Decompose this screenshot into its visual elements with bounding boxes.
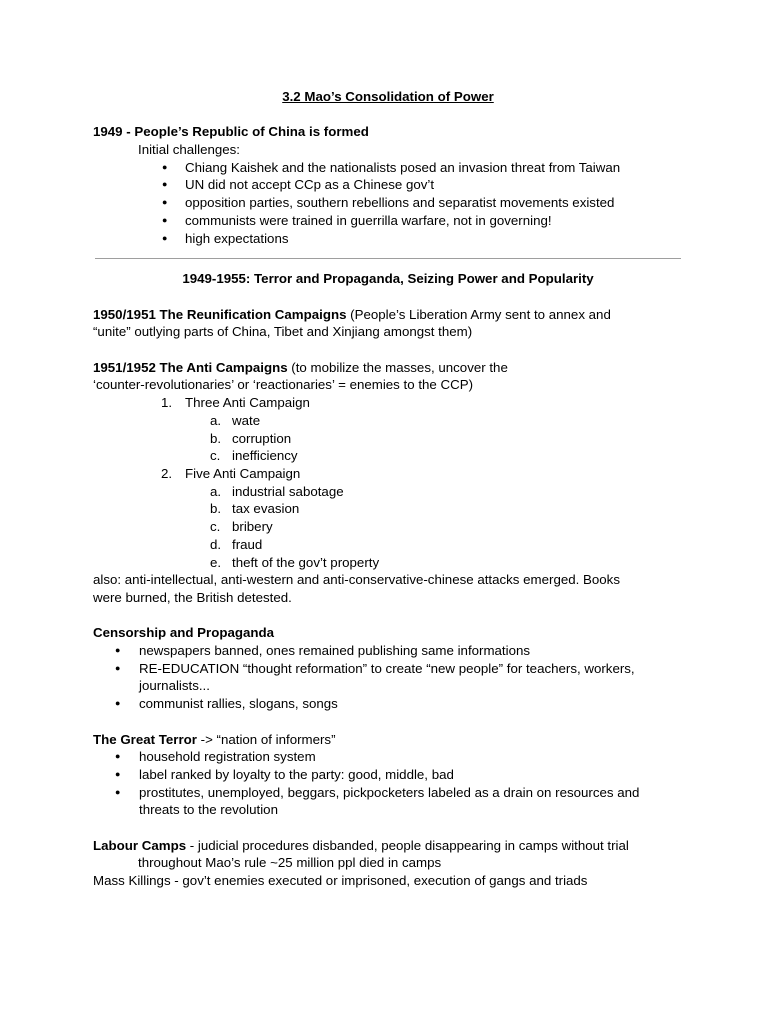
- reunification-line-1: 1950/1951 The Reunification Campaigns (People’s Liberation Army sent to annex and: [93, 306, 611, 322]
- terror-list: [93, 748, 683, 819]
- list-item: d. fraud: [210, 536, 263, 552]
- section-labour-camps: [93, 837, 683, 890]
- section-censorship: [93, 624, 683, 713]
- spacer: [93, 819, 683, 837]
- spacer: [93, 106, 683, 124]
- list-item: c. inefficiency: [210, 448, 298, 464]
- also-line-2: were burned, the British detested.: [93, 589, 292, 605]
- list-item: c. bribery: [210, 519, 273, 535]
- list-item: b. tax evasion: [210, 501, 300, 517]
- list-item: a. wate: [210, 412, 261, 428]
- list-item: ● opposition parties, southern rebellions and separatist movements existed: [93, 194, 683, 212]
- list-item: b. corruption: [210, 430, 292, 446]
- five-anti-items: [93, 483, 683, 572]
- campaign-three-anti: 1. Three Anti Campaign: [161, 395, 310, 411]
- spacer: [93, 341, 683, 359]
- list-item: ● label ranked by loyalty to the party: good, middle, bad: [93, 766, 683, 784]
- section-1949-heading: 1949 - People’s Republic of China is formed: [93, 124, 369, 140]
- campaigns-list: [93, 394, 683, 412]
- list-item: e. theft of the gov’t property: [210, 554, 380, 570]
- labour-line-2: throughout Mao’s rule ~25 million ppl died in camps: [138, 855, 442, 871]
- campaign-five-anti: 2. Five Anti Campaign: [161, 466, 301, 481]
- terror-heading: The Great Terror -> “nation of informers”: [93, 731, 336, 747]
- list-item: ● high expectations: [93, 230, 683, 248]
- spacer: [93, 713, 683, 731]
- three-anti-items: [93, 412, 683, 465]
- section-reunification: [93, 306, 683, 341]
- list-item: ● RE-EDUCATION “thought reformation” to create “new people” for teachers, workers, journalists...: [93, 660, 683, 695]
- section-1949: [93, 123, 683, 247]
- list-item: ● UN did not accept CCp as a Chinese gov’t: [93, 176, 683, 194]
- document-page: [93, 88, 683, 890]
- period-heading: 1949-1955: Terror and Propaganda, Seizing Power and Popularity: [182, 271, 594, 287]
- spacer: [93, 607, 683, 625]
- spacer: [93, 288, 683, 306]
- censorship-list: [93, 642, 683, 713]
- list-item: ● household registration system: [93, 748, 683, 766]
- anti-line-1: 1951/1952 The Anti Campaigns (to mobilize the masses, uncover the: [93, 359, 508, 375]
- challenges-list: [93, 159, 683, 248]
- censorship-heading: Censorship and Propaganda: [93, 625, 275, 641]
- section-great-terror: [93, 731, 683, 820]
- also-line-1: also: anti-intellectual, anti-western and anti-conservative-chinese attacks emerged. Books: [93, 572, 620, 588]
- list-item: ● Chiang Kaishek and the nationalists posed an invasion threat from Taiwan: [93, 159, 683, 177]
- list-item: ● prostitutes, unemployed, beggars, pickpocketers labeled as a drain on resources and threats to the revolution: [93, 784, 683, 819]
- list-item: ● newspapers banned, ones remained publishing same informations: [93, 642, 683, 660]
- labour-line-1: Labour Camps - judicial procedures disbanded, people disappearing in camps without trial: [93, 837, 629, 853]
- list-item: ● communist rallies, slogans, songs: [93, 695, 683, 713]
- anti-line-2: ‘counter-revolutionaries’ or ‘reactionaries’ = enemies to the CCP): [93, 377, 473, 393]
- campaigns-list-continued: [93, 465, 683, 483]
- section-anti-campaigns: [93, 359, 683, 607]
- list-item: a. industrial sabotage: [210, 483, 344, 499]
- mass-killings-line: Mass Killings - gov’t enemies executed or imprisoned, execution of gangs and triads: [93, 873, 588, 889]
- initial-challenges-label: Initial challenges:: [138, 142, 241, 158]
- reunification-line-2: “unite” outlying parts of China, Tibet and Xinjiang amongst them): [93, 324, 473, 340]
- list-item: ● communists were trained in guerrilla warfare, not in governing!: [93, 212, 683, 230]
- horizontal-divider: [95, 258, 681, 259]
- document-title: 3.2 Mao’s Consolidation of Power: [282, 89, 494, 104]
